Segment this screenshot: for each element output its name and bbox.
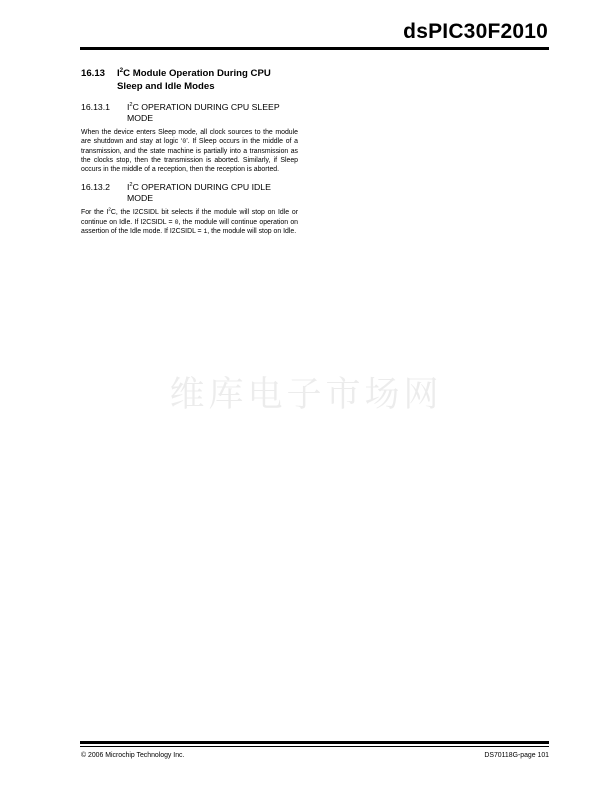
section-number: 16.13 (81, 68, 106, 79)
section-heading (81, 68, 298, 93)
document-title: dsPIC30F2010 (403, 20, 548, 43)
subsection-title: $I^2C$ OPERATION DURING CPU IDLE MODE (127, 182, 271, 204)
paragraph-idle: For the $I^2C$, the I2CSIDL bit selects if the module will stop on Idle or continue on Idle. If I2CSIDL = 0, the module will continue operation on assertion of the Idle mode. If I2CSIDL = 1, the module will stop on Idle. (81, 207, 298, 236)
header-rule (80, 47, 549, 50)
subsection-heading-idle (81, 182, 298, 204)
text-column (81, 68, 298, 236)
footer-page-number: DS70118G-page 101 (484, 752, 549, 759)
section-title: $I^2C$ Module Operation During CPU Sleep and Idle Modes (117, 66, 271, 92)
watermark-text: 维库电子市场网 (169, 375, 443, 415)
footer-rule-thick (80, 741, 549, 744)
footer-rule-thin (80, 746, 549, 747)
subsection-number: 16.13.2 (81, 182, 110, 193)
paragraph-sleep: When the device enters Sleep mode, all clock sources to the module are shutdown and stay at logic ‘0’. If Sleep occurs in the middle of a transmission, and the state machine is partially into a transmission as the clocks stop, then the transmission is aborted. Similarly, if Sleep occurs in the middle of a reception, then the reception is aborted. (81, 129, 299, 174)
footer-copyright: © 2006 Microchip Technology Inc. (81, 752, 185, 759)
subsection-title: $I^2C$ OPERATION DURING CPU SLEEP MODE (127, 102, 280, 123)
subsection-number: 16.13.1 (81, 102, 110, 112)
subsection-heading-sleep (81, 102, 298, 124)
